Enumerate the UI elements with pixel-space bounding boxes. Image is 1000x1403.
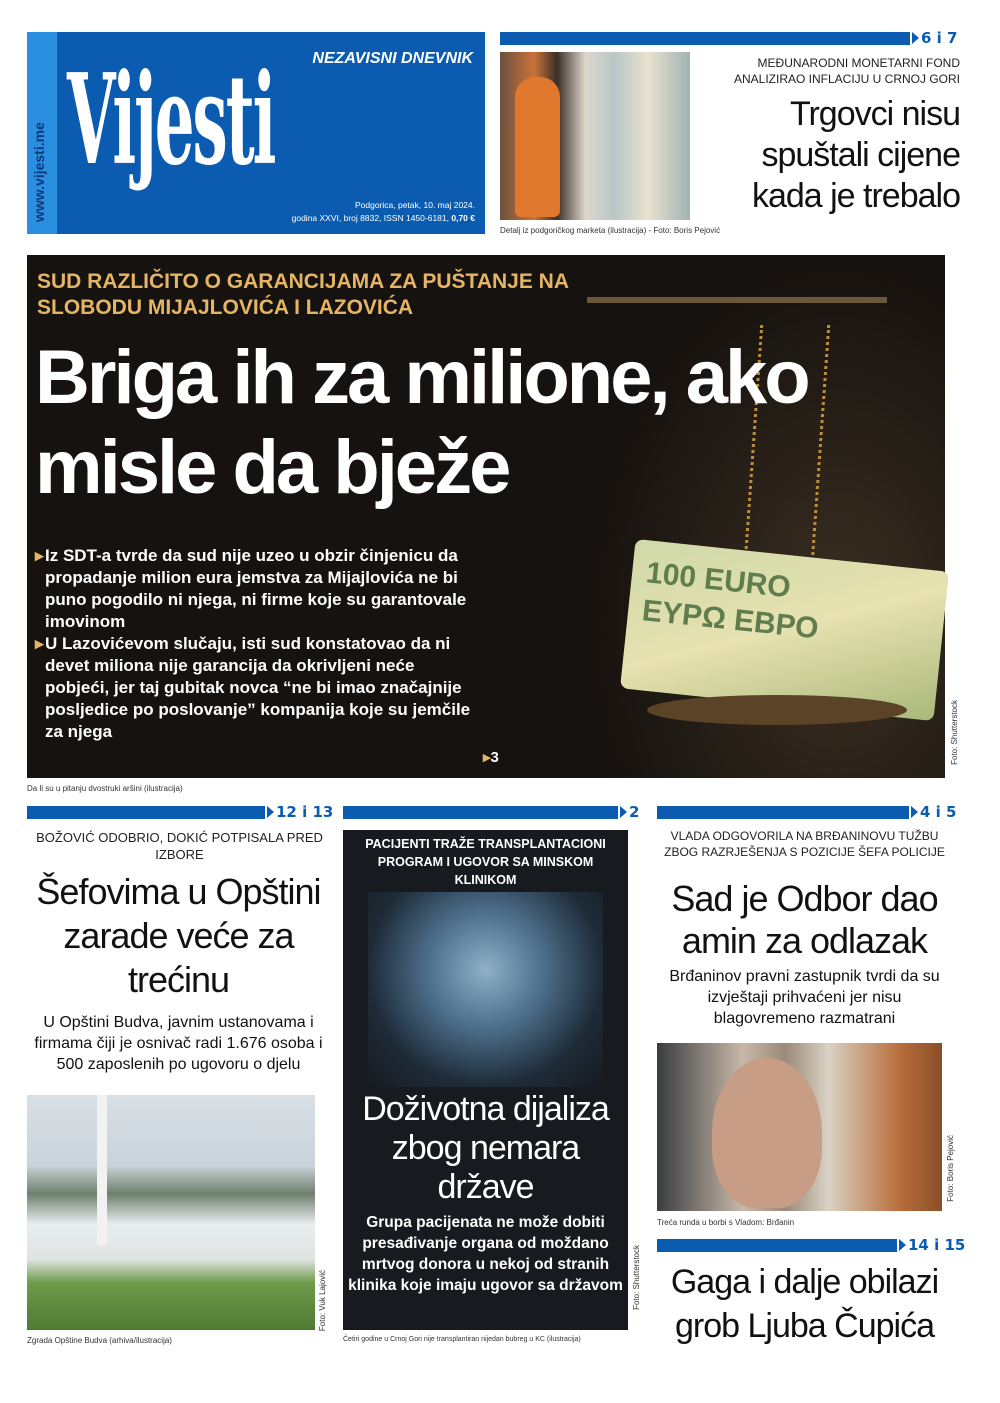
col1-headline[interactable]: Šefovima u Opštini zarade veće za trećinu: [36, 871, 321, 1000]
portrait-face: [712, 1058, 822, 1208]
page-number: 3: [490, 749, 499, 766]
surgery-photo: [368, 892, 603, 1087]
issue-info: [292, 213, 475, 223]
website[interactable]: www.vijesti.me: [31, 122, 47, 222]
issue-number: godina XXVI, broj 8832, ISSN 1450-6181,: [291, 213, 449, 223]
monument: [97, 1095, 107, 1245]
top-kicker: MEĐUNARODNI MONETARNI FOND ANALIZIRAO INFLACIJU U CRNOJ GORI: [733, 56, 960, 86]
tagline: NEZAVISNI DNEVNIK: [312, 50, 473, 67]
section-bar: [343, 806, 618, 819]
scale-pan: [647, 695, 907, 725]
lead-headline[interactable]: Briga ih za milione, ako misle da bježe: [35, 335, 808, 510]
page-ref[interactable]: 6 i 7: [912, 32, 957, 45]
col2-summary: Grupa pacijenata ne može dobiti presađivanje organa od moždano mrtvog donora u nekoj od stranih klinika koje imaju ugovor sa državom: [348, 1214, 623, 1294]
budva-photo: [27, 1095, 315, 1330]
col3-caption: Treća runda u borbi s Vladom: Brđanin: [657, 1218, 795, 1227]
col3-photo-credit: Foto: Boris Pejović: [946, 1135, 955, 1202]
top-headline[interactable]: Trgovci nisu spuštali cijene kada je trebalo: [751, 95, 960, 215]
bullet-text: U Lazovićevom slučaju, isti sud konstatovao da ni devet miliona nije garancija da okrivljeni neće pobjeći, jer taj gubitak novca “ne bi imao značajnije posljedice po poslovanje” kompanija koje su jemčile za njega: [45, 634, 471, 741]
col2-box: [343, 830, 628, 1330]
bullet-item: ▸ Iz SDT-a tvrde da sud nije uzeo u obzir činjenicu da propadanje milion eura jemstva za Mijajlovića ne bi puno pogodilo ni njega, ni firme koje su garantovale imovinom: [35, 546, 467, 631]
col3b-headline[interactable]: Gaga i dalje obilazi grob Ljuba Čupića: [670, 1263, 939, 1345]
shopper-figure: [515, 77, 560, 217]
col3-kicker: VLADA ODGOVORILA NA BRĐANINOVU TUŽBU ZBOG RAZRJEŠENJA S POZICIJE ŠEFA POLICIJE: [664, 829, 945, 859]
col2-kicker: PACIJENTI TRAŽE TRANSPLANTACIONI PROGRAM I UGOVOR SA MINSKOM KLINIKOM: [365, 837, 606, 887]
section-bar: [500, 32, 910, 45]
scale-arm: [587, 297, 887, 303]
lead-story: [27, 255, 945, 778]
masthead: [27, 32, 485, 234]
market-photo: [500, 52, 690, 220]
col2-headline[interactable]: Doživotna dijaliza zbog nemara države: [362, 1090, 609, 1206]
section-bar: [27, 806, 265, 819]
lead-bullets: [35, 545, 475, 743]
col1-caption: Zgrada Opštine Budva (arhiva/ilustracija): [27, 1336, 172, 1345]
page-ref[interactable]: 2: [620, 806, 639, 819]
banknote: [620, 539, 949, 721]
col2-caption: Četiri godine u Crnoj Gori nije transplantiran nijedan bubreg u KC (ilustracija): [343, 1336, 581, 1343]
section-bar: [657, 1239, 897, 1252]
top-caption: Detalj iz podgoričkog marketa (ilustracija) - Foto: Boris Pejović: [500, 226, 721, 235]
col3-summary: Brđaninov pravni zastupnik tvrdi da su izvještaji prihvaćeni jer nisu blagovremeno razmatrani: [669, 968, 940, 1027]
bullet-text: Iz SDT-a tvrde da sud nije uzeo u obzir činjenicu da propadanje milion eura jemstva za Mijajlovića ne bi puno pogodilo ni njega, ni firme koje su garantovale imovinom: [45, 546, 467, 631]
col3-headline[interactable]: Sad je Odbor dao amin za odlazak: [671, 878, 938, 961]
lead-caption: Da li su u pitanju dvostruki aršini (ilustracija): [27, 784, 183, 793]
brdjanin-photo: [657, 1043, 942, 1211]
page-ref[interactable]: 4 i 5: [911, 806, 956, 819]
col1-kicker: BOŽOVIĆ ODOBRIO, DOKIĆ POTPISALA PRED IZBORE: [36, 830, 323, 862]
col1-summary: U Opštini Budva, javnim ustanovama i firmama čiji je osnivač radi 1.676 osoba i 500 zaposlenih po ugovoru o djelu: [34, 1014, 323, 1073]
dateline: Podgorica, petak, 10. maj 2024.: [354, 200, 475, 210]
lead-page-ref[interactable]: ▸3: [483, 749, 499, 766]
col1-photo-credit: Foto: Vuk Lajović: [318, 1270, 327, 1332]
lead-kicker: SUD RAZLIČITO O GARANCIJAMA ZA PUŠTANJE NA SLOBODU MIJAJLOVIĆA I LAZOVIĆA: [37, 270, 569, 319]
banknote-text: 100 EURO ΕΥΡΩ ЕВРО: [640, 556, 821, 646]
page-ref[interactable]: 12 i 13: [267, 806, 333, 819]
section-bar: [657, 806, 909, 819]
page-ref[interactable]: 14 i 15: [899, 1239, 965, 1252]
col2-photo-credit: Foto: Shutterstock: [632, 1245, 641, 1310]
price: 0,70 €: [451, 213, 475, 223]
masthead-title: Vijesti: [67, 47, 275, 193]
lead-photo-credit: Foto: Shutterstock: [950, 700, 959, 765]
bullet-item: ▸ U Lazovićevom slučaju, isti sud konstatovao da ni devet miliona nije garancija da okrivljeni neće pobjeći, jer taj gubitak novca “ne bi imao značajnije posljedice po poslovanje” kompanija koje su jemčile za njega: [35, 634, 471, 741]
